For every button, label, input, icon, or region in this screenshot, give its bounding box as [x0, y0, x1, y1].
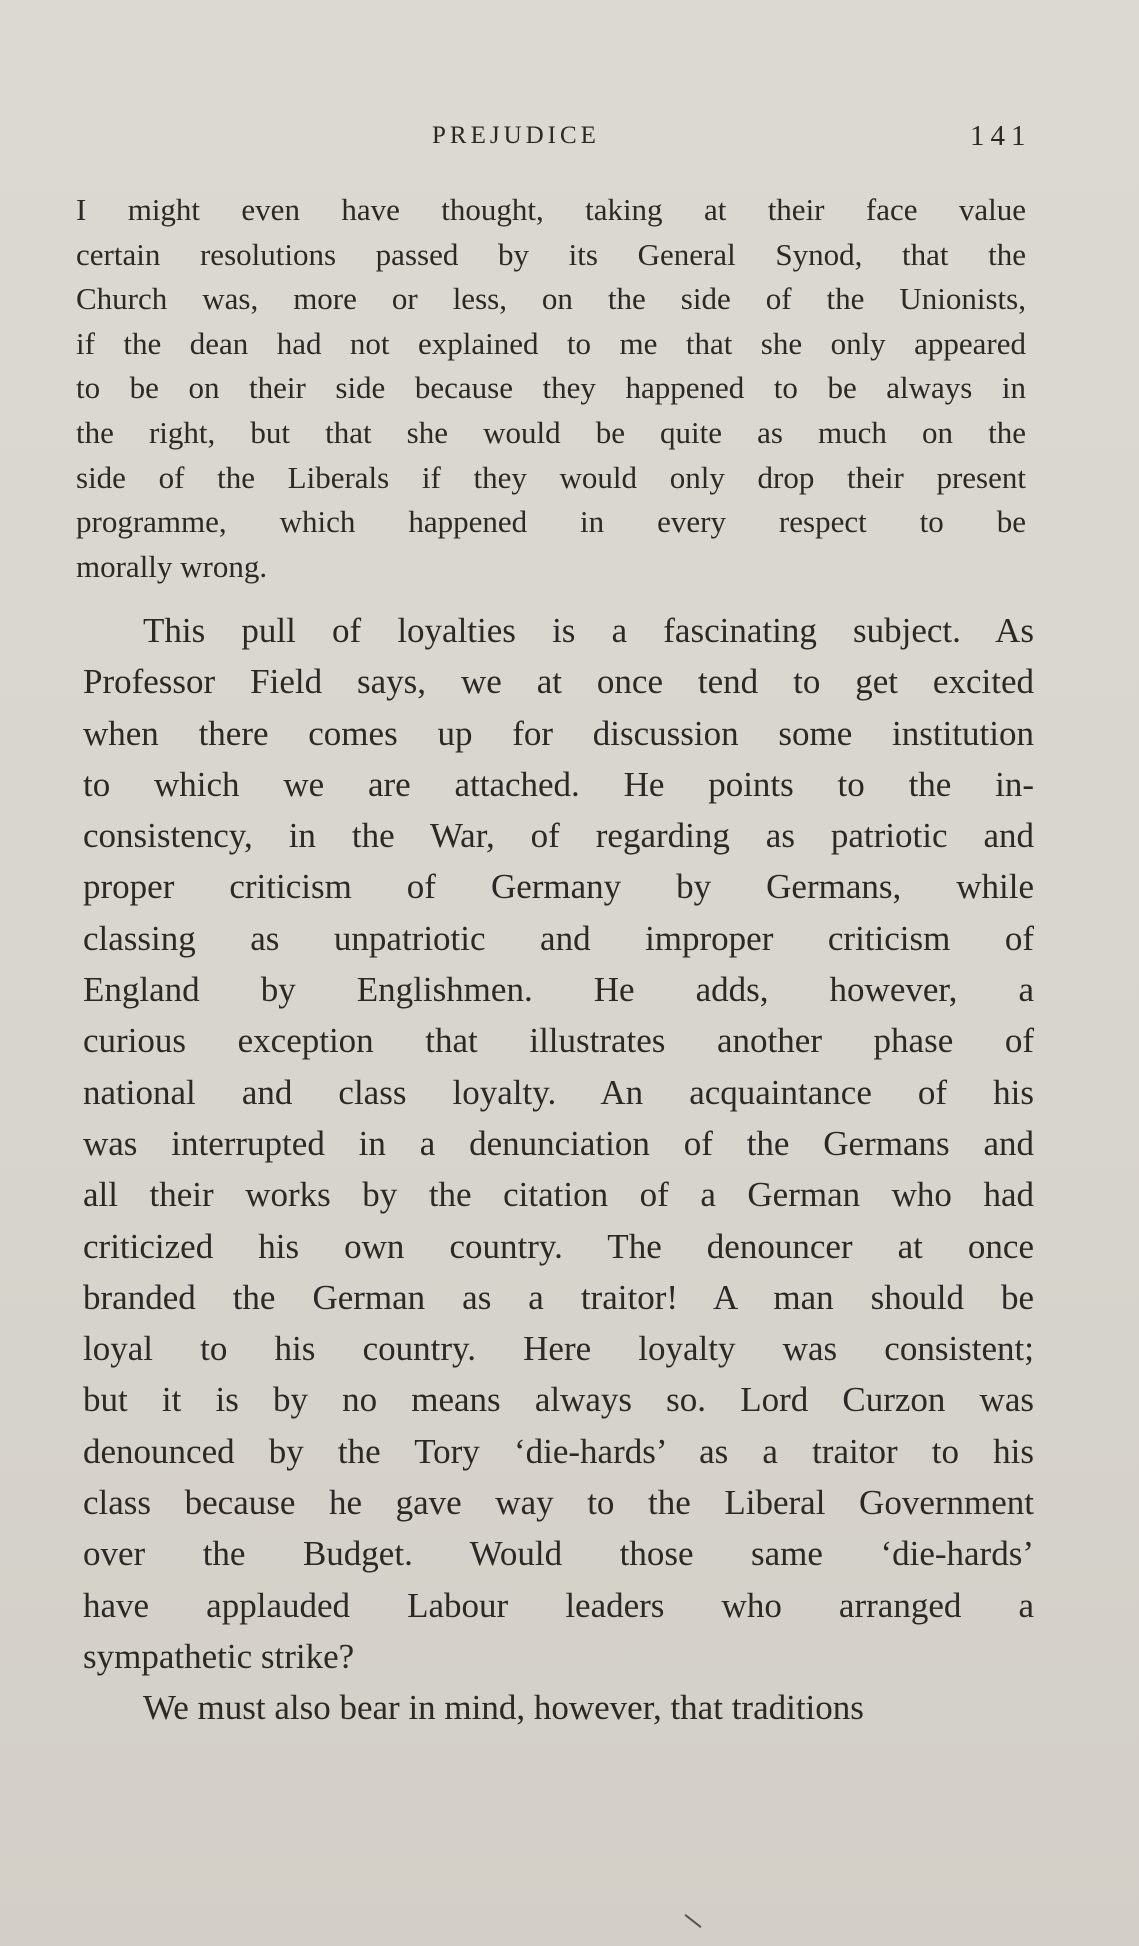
text-line: side of the Liberals if they would only drop their present [76, 459, 1026, 495]
running-head [0, 122, 1139, 162]
text-line: loyal to his country. Here loyalty was consistent; [83, 1329, 1034, 1369]
text-line: criticized his own country. The denouncer at once [83, 1226, 1034, 1266]
text-line: the right, but that she would be quite as much on the [76, 414, 1026, 450]
text-line: branded the German as a traitor! A man should be [83, 1277, 1034, 1317]
text-line: Professor Field says, we at once tend to get excited [83, 662, 1034, 702]
text-line: I might even have thought, taking at their face value [76, 192, 1026, 227]
text-line: have applauded Labour leaders who arranged a [83, 1585, 1034, 1625]
running-title: PREJUDICE [432, 122, 600, 149]
page-number: 141 [970, 120, 1032, 152]
text-line: Church was, more or less, on the side of the Unionists, [76, 281, 1026, 317]
text-line: programme, which happened in every respect to be [76, 504, 1026, 540]
text-line: to be on their side because they happened to be always in [76, 370, 1026, 406]
text-line: was interrupted in a denunciation of the Germans and [83, 1123, 1034, 1163]
text-line: morally wrong. [76, 548, 268, 584]
text-line: curious exception that illustrates another phase of [83, 1021, 1034, 1061]
text-line: over the Budget. Would those same ‘die-hards’ [83, 1534, 1034, 1574]
text-line: sympathetic strike? [83, 1636, 355, 1676]
text-line: to which we are attached. He points to the in- [83, 764, 1034, 804]
text-line: consistency, in the War, of regarding as patriotic and [83, 816, 1034, 856]
text-line: This pull of loyalties is a fascinating subject. As [143, 611, 1034, 650]
text-line: all their works by the citation of a German who had [83, 1175, 1034, 1215]
text-line: classing as unpatriotic and improper criticism of [83, 918, 1034, 958]
paragraph-loyalties [83, 605, 1034, 1734]
text-line: national and class loyalty. An acquaintance of his [83, 1072, 1034, 1112]
text-line: class because he gave way to the Liberal Government [83, 1483, 1034, 1523]
text-line: denounced by the Tory ‘die-hards’ as a traitor to his [83, 1431, 1034, 1471]
paragraph-synod [76, 188, 1026, 589]
text-line: proper criticism of Germany by Germans, while [83, 867, 1034, 907]
stray-ink-mark [685, 1914, 702, 1928]
text-line: when there comes up for discussion some institution [83, 713, 1034, 753]
text-line: if the dean had not explained to me that she only appeared [76, 325, 1026, 361]
text-line: We must also bear in mind, however, that traditions [143, 1688, 864, 1728]
text-line: but it is by no means always so. Lord Curzon was [83, 1380, 1034, 1420]
text-line: England by Englishmen. He adds, however, a [83, 970, 1034, 1010]
text-line: certain resolutions passed by its General Synod, that the [76, 236, 1026, 272]
